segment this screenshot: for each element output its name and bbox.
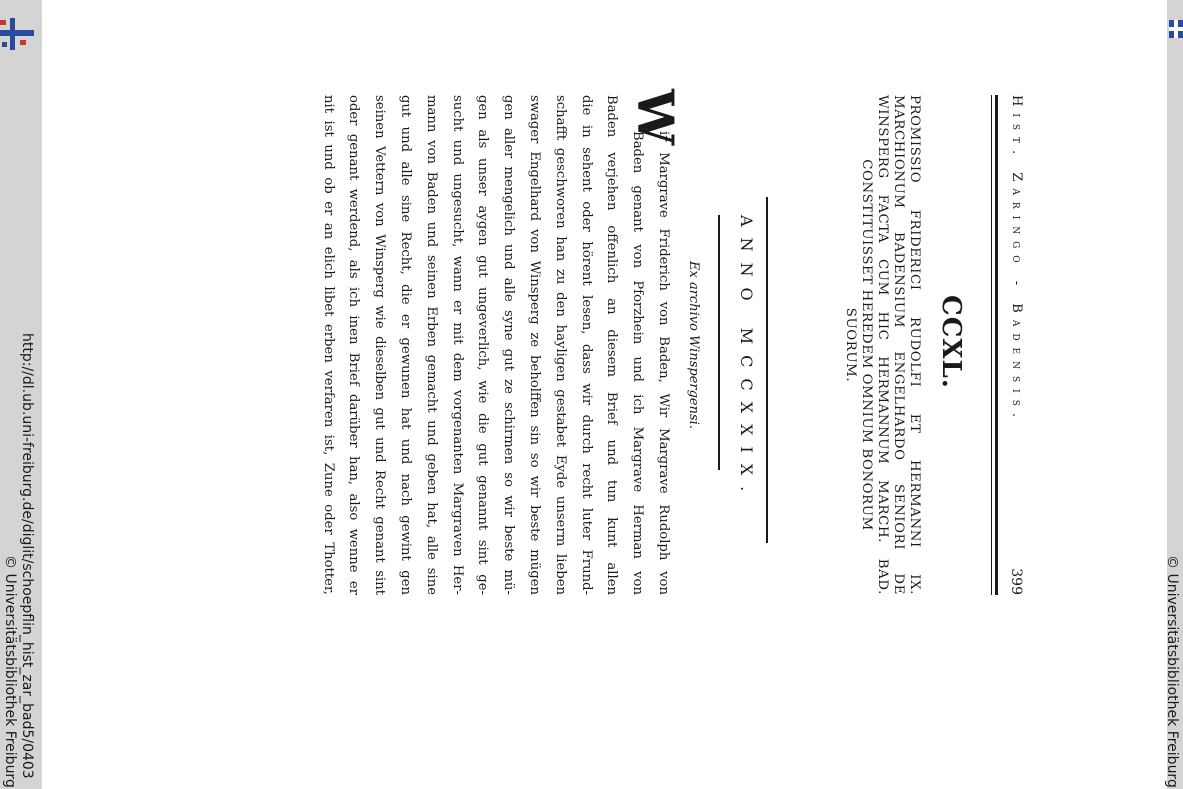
drop-cap: W bbox=[626, 89, 685, 146]
body-line: Baden genant von Pforzhein und ich Margrave Herman von bbox=[630, 131, 646, 595]
charter-number: CCXL. bbox=[936, 295, 966, 389]
body-line: oder genant werdend, als ich inen Brief darüber han, also wenne er bbox=[346, 95, 362, 595]
heading-line: CONSTITUISSET HEREDEM OMNIUM BONORUM bbox=[859, 159, 874, 531]
body-line: schafft geschworen han zu den hayligen gestabet Eyde unserm lieben bbox=[552, 95, 568, 595]
year-rule-bottom bbox=[718, 215, 720, 470]
running-head-title: Hist. Zaringo - Badensis. bbox=[1009, 95, 1024, 425]
heading-line: PROMISSIO FRIDERICI RUDOLFI ET HERMANNI IX. bbox=[907, 95, 922, 595]
document-url[interactable]: http://dl.ub.uni-freiburg.de/diglit/schoepflin_hist_zar_bad5/0403 bbox=[19, 333, 35, 779]
body-line: gen aller mengelich und alle syne gut ze schirmen so wir beste mü- bbox=[501, 95, 517, 595]
copyright-right: © Universitätsbibliothek Freiburg bbox=[1164, 555, 1180, 788]
header-rule bbox=[995, 95, 998, 595]
body-line: nit ist und ob er an elich libet erben verfaren ist, Zune oder Thotter, bbox=[320, 95, 336, 595]
library-logo-small-icon bbox=[1169, 20, 1183, 38]
page-number: 399 bbox=[1008, 568, 1024, 595]
body-line: gut und alle sine Recht, die er gewunen hat und nach gewint gen bbox=[398, 95, 414, 595]
body-line: seinen Vettern von Winsperg wie dieselben gut und Recht genant sint bbox=[372, 95, 388, 595]
library-logo-icon bbox=[0, 18, 34, 50]
copyright-left: © Universitätsbibliothek Freiburg bbox=[2, 555, 18, 788]
charter-year: ANNO MCCXXIX. bbox=[737, 215, 756, 503]
body-line: ir Margrave Friderich von Baden, Wir Margrave Rudolph von bbox=[656, 131, 671, 595]
body-line: sucht und ungesucht, wann er mit dem vorgenanten Margraven Her- bbox=[449, 95, 465, 595]
running-head bbox=[1008, 95, 1024, 595]
body-line: die in sehent oder hörent lesen, dass wir durch recht luter Frund- bbox=[578, 95, 594, 595]
heading-line: MARCHIONUM BADENSIUM ENGELHARDO SENIORI DE bbox=[891, 95, 906, 595]
header-rule-thin bbox=[991, 95, 992, 595]
heading-line: WINSPERG FACTA CUM HIC HERMANNUM MARCH. BAD. bbox=[875, 95, 890, 595]
charter-body bbox=[315, 95, 676, 595]
year-rule-top bbox=[766, 197, 768, 543]
heading-line: SUORUM. bbox=[843, 307, 858, 383]
charter-heading bbox=[842, 95, 922, 595]
body-line: Baden verjehen offenlich an diesem Brief und tun kunt allen bbox=[604, 95, 620, 595]
rotated-document bbox=[283, 89, 1028, 595]
body-line: swager Engelhard von Winsperg ze beholffen sin so wir beste mügen bbox=[527, 95, 543, 595]
body-line: gen als unser aygen gut ungeverlich, wie die gut genannt sint ge- bbox=[475, 95, 491, 595]
archive-source: Ex archivo Winspergensi. bbox=[686, 261, 701, 429]
body-line: mann von Baden und seinen Erben gemacht und geben hat, alle sine bbox=[423, 95, 439, 595]
